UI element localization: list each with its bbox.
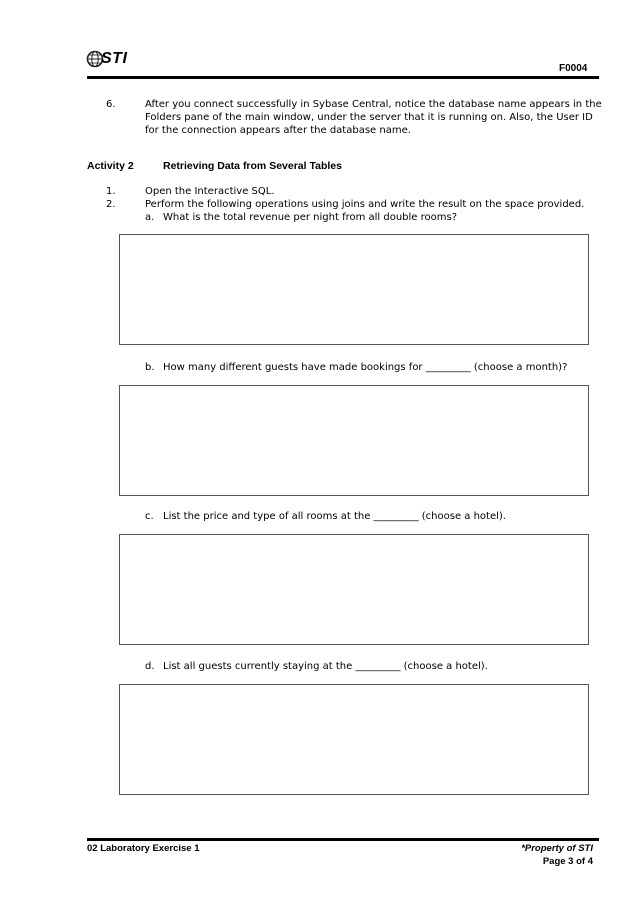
question-b-text: How many different guests have made bookings for _________ (choose a month)?	[163, 362, 568, 373]
step-1-text: Open the Interactive SQL.	[145, 186, 275, 197]
step-2-text: Perform the following operations using joins and write the result on the space provided.	[145, 199, 585, 210]
footer-rule	[87, 838, 599, 841]
question-c-text: List the price and type of all rooms at the _________ (choose a hotel).	[163, 511, 506, 522]
question-b-letter: b.	[145, 362, 155, 373]
step-6-number: 6.	[106, 99, 116, 110]
step-6-line-1: After you connect successfully in Sybase Central, notice the database name appears in the	[145, 99, 602, 110]
step-1-number: 1.	[106, 186, 116, 197]
footer-property: *Property of STI	[521, 843, 593, 854]
question-a-text: What is the total revenue per night from all double rooms?	[163, 212, 458, 223]
answer-box-b[interactable]	[119, 385, 589, 496]
logo-text: STI	[101, 50, 128, 67]
step-2-number: 2.	[106, 199, 116, 210]
step-6-line-2: Folders pane of the main window, under the server that it is running on. Also, the User ID	[145, 112, 593, 123]
step-6-line-3: for the connection appears after the database name.	[145, 125, 411, 136]
answer-box-a[interactable]	[119, 234, 589, 345]
footer-page-number: Page 3 of 4	[542, 856, 593, 867]
question-c-letter: c.	[145, 511, 154, 522]
question-d-text: List all guests currently staying at the _________ (choose a hotel).	[163, 661, 488, 672]
activity-label: Activity 2	[87, 160, 134, 172]
answer-box-d[interactable]	[119, 684, 589, 795]
form-code: F0004	[559, 63, 588, 74]
header-rule	[87, 76, 599, 79]
footer-exercise-label: 02 Laboratory Exercise 1	[87, 843, 200, 854]
question-d-letter: d.	[145, 661, 155, 672]
question-a-letter: a.	[145, 212, 155, 223]
activity-title: Retrieving Data from Several Tables	[163, 160, 342, 172]
answer-box-c[interactable]	[119, 534, 589, 645]
sti-logo	[86, 49, 132, 69]
